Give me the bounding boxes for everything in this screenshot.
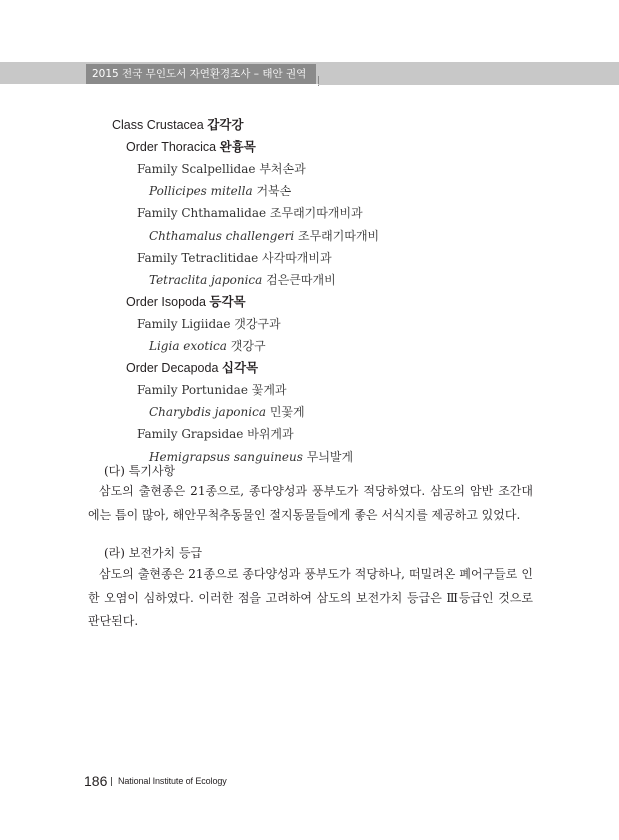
taxon-korean-name: 완흉목 — [219, 139, 256, 154]
taxon-korean-name: 거북손 — [256, 184, 292, 198]
taxon-row — [149, 228, 379, 244]
section-body-special-notes: 삼도의 출현종은 21종으로, 종다양성과 풍부도가 적당하였다. 삼도의 암반 조간대에는 틈이 많아, 해안무척추동물인 절지동물들에게 좋은 서식지를 제공하고 있었다. — [88, 484, 533, 522]
taxon-korean-name: 무늬발게 — [306, 450, 354, 464]
taxon-korean-name: 갯강구과 — [234, 317, 281, 331]
taxon-latin-name: Class Crustacea — [112, 118, 204, 132]
taxon-latin-name: Family Portunidae — [137, 383, 248, 397]
taxon-korean-name: 갯강구 — [230, 339, 266, 353]
taxon-latin-name: Pollicipes mitella — [149, 184, 253, 198]
section-heading-conservation-grade: (라) 보전가치 등급 — [104, 546, 203, 560]
taxon-row — [126, 139, 256, 155]
taxon-row — [149, 183, 291, 199]
taxon-latin-name: Chthamalus challengeri — [149, 229, 295, 243]
taxon-row — [126, 294, 246, 310]
taxon-korean-name: 등각목 — [209, 294, 246, 309]
footer-organization: National Institute of Ecology — [118, 776, 227, 786]
taxon-row — [137, 426, 294, 442]
taxon-korean-name: 꽃게과 — [251, 383, 287, 397]
taxon-latin-name: Hemigrapsus sanguineus — [149, 450, 303, 464]
taxon-latin-name: Family Ligiidae — [137, 317, 231, 331]
taxon-latin-name: Order Thoracica — [126, 140, 217, 154]
taxon-latin-name: Family Grapsidae — [137, 427, 244, 441]
footer-separator — [111, 777, 112, 786]
taxon-korean-name: 갑각강 — [207, 117, 244, 132]
taxon-row — [149, 338, 266, 354]
section-body-conservation-grade: 삼도의 출현종은 21종으로 종다양성과 풍부도가 적당하나, 떠밀려온 폐어구들로 인한 오염이 심하였다. 이러한 점을 고려하여 삼도의 보전가치 등급은 Ⅲ등급인 것으로 판단된다. — [88, 567, 533, 628]
taxon-latin-name: Ligia exotica — [149, 339, 227, 353]
taxon-latin-name: Charybdis japonica — [149, 405, 266, 419]
taxon-row — [137, 316, 281, 332]
header-rule — [318, 84, 619, 85]
taxon-korean-name: 조무래기따개비과 — [269, 206, 363, 220]
taxon-latin-name: Family Tetraclitidae — [137, 251, 259, 265]
page-number: 186 — [84, 773, 108, 789]
taxon-korean-name: 십각목 — [221, 360, 259, 375]
taxon-korean-name: 민꽃게 — [269, 405, 305, 419]
taxon-latin-name: Tetraclita japonica — [149, 273, 263, 287]
taxon-row — [137, 205, 363, 221]
taxon-korean-name: 부처손과 — [259, 162, 306, 176]
section-heading-special-notes: (다) 특기사항 — [104, 464, 176, 478]
taxon-latin-name: Order Isopoda — [126, 295, 206, 309]
taxon-row — [137, 250, 332, 266]
running-header-title: 2015 전국 무인도서 자연환경조사 – 태안 권역 — [86, 64, 316, 84]
taxon-row — [126, 360, 258, 376]
taxon-row — [137, 161, 306, 177]
taxon-korean-name: 바위게과 — [247, 427, 294, 441]
taxon-row — [149, 272, 336, 288]
taxon-row — [149, 404, 305, 420]
taxon-latin-name: Family Scalpellidae — [137, 162, 256, 176]
taxon-latin-name: Order Decapoda — [126, 361, 219, 375]
taxon-row — [137, 382, 287, 398]
taxon-korean-name: 검은큰따개비 — [266, 273, 336, 287]
taxon-row — [149, 449, 353, 465]
taxon-korean-name: 조무래기따개비 — [297, 229, 380, 243]
taxon-row — [112, 117, 243, 133]
taxon-korean-name: 사각따개비과 — [262, 251, 332, 265]
taxon-latin-name: Family Chthamalidae — [137, 206, 267, 220]
